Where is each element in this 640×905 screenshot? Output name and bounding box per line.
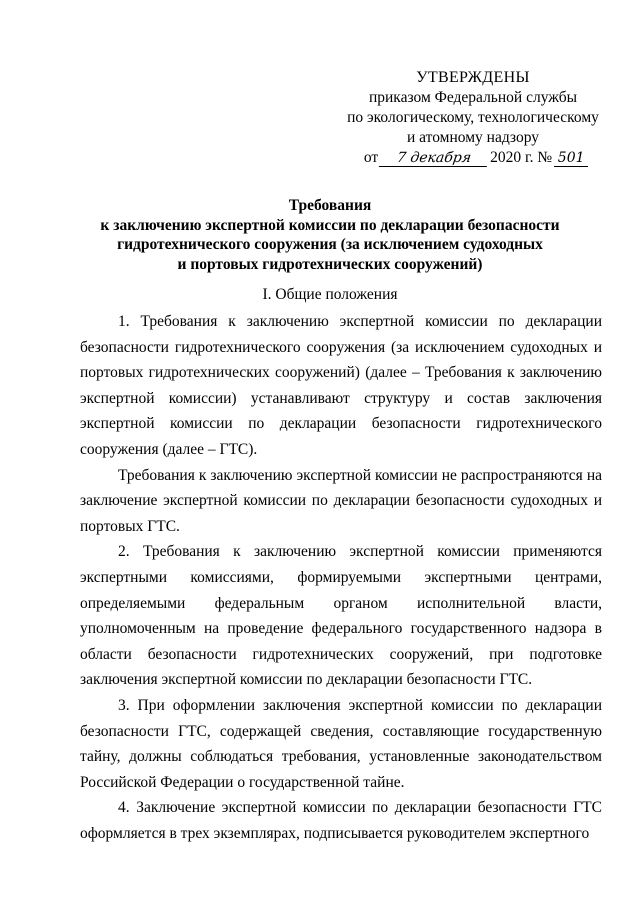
handwritten-date: 7 декабря: [379, 150, 489, 167]
approval-line-3: и атомному надзору: [407, 129, 539, 146]
paragraph-2: 2. Требования к заключению экспертной комиссии применяются экспертными комиссиями, формируемыми экспертными центрами, определяемыми федеральным органом исполнительной власти, уполномоченным на проведение федерального государственного надзора в области безопасности гидротехнических сооружений, при подготовке заключения экспертной комиссии по декларации безопасности ГТС.: [80, 543, 602, 689]
title-line-1: Требования: [288, 197, 372, 214]
title-line-4: и портовых гидротехнических сооружений): [177, 255, 483, 273]
approval-date-line: [324, 148, 628, 168]
body-text: [80, 309, 602, 846]
paragraph-3: 3. При оформлении заключения экспертной комиссии по декларации безопасности ГТС, содержащей сведения, составляющие государственную тайну, должны соблюдаться требования, установленные законодательством Российской Федерации о государственной тайне.: [80, 696, 602, 791]
date-prefix: от: [363, 149, 379, 166]
paragraph-1-note: Требования к заключению экспертной комиссии не распространяются на заключение экспертной комиссии по декларации безопасности судоходных и портовых ГТС.: [80, 466, 602, 535]
paragraph-4: 4. Заключение экспертной комиссии по декларации безопасности ГТС оформляется в трех экземплярах, подписывается руководителем экспертного: [80, 799, 602, 842]
title-line-3: гидротехнического сооружения (за исключением судоходных: [117, 236, 543, 253]
year-and-number-label: 2020 г. №: [490, 149, 553, 166]
approval-heading: УТВЕРЖДЕНЫ: [416, 69, 530, 86]
title-line-2: к заключению экспертной комиссии по декларации безопасности: [100, 216, 560, 234]
approval-block: [318, 68, 628, 168]
handwritten-order-number: 501: [554, 150, 588, 167]
section-heading: I. Общие положения: [262, 286, 398, 303]
approval-line-1: приказом Федеральной службы: [368, 89, 578, 106]
approval-line-2: по экологическому, технологическому: [347, 109, 599, 126]
paragraph-1: 1. Требования к заключению экспертной комиссии по декларации безопасности гидротехнического сооружения (за исключением судоходных и портовых гидротехнических сооружений) (далее – Требования к заключению экспертной комиссии) устанавливают структуру и состав заключения экспертной комиссии по декларации безопасности гидротехнического сооружения (далее – ГТС).: [80, 313, 602, 458]
document-title: [60, 196, 600, 274]
